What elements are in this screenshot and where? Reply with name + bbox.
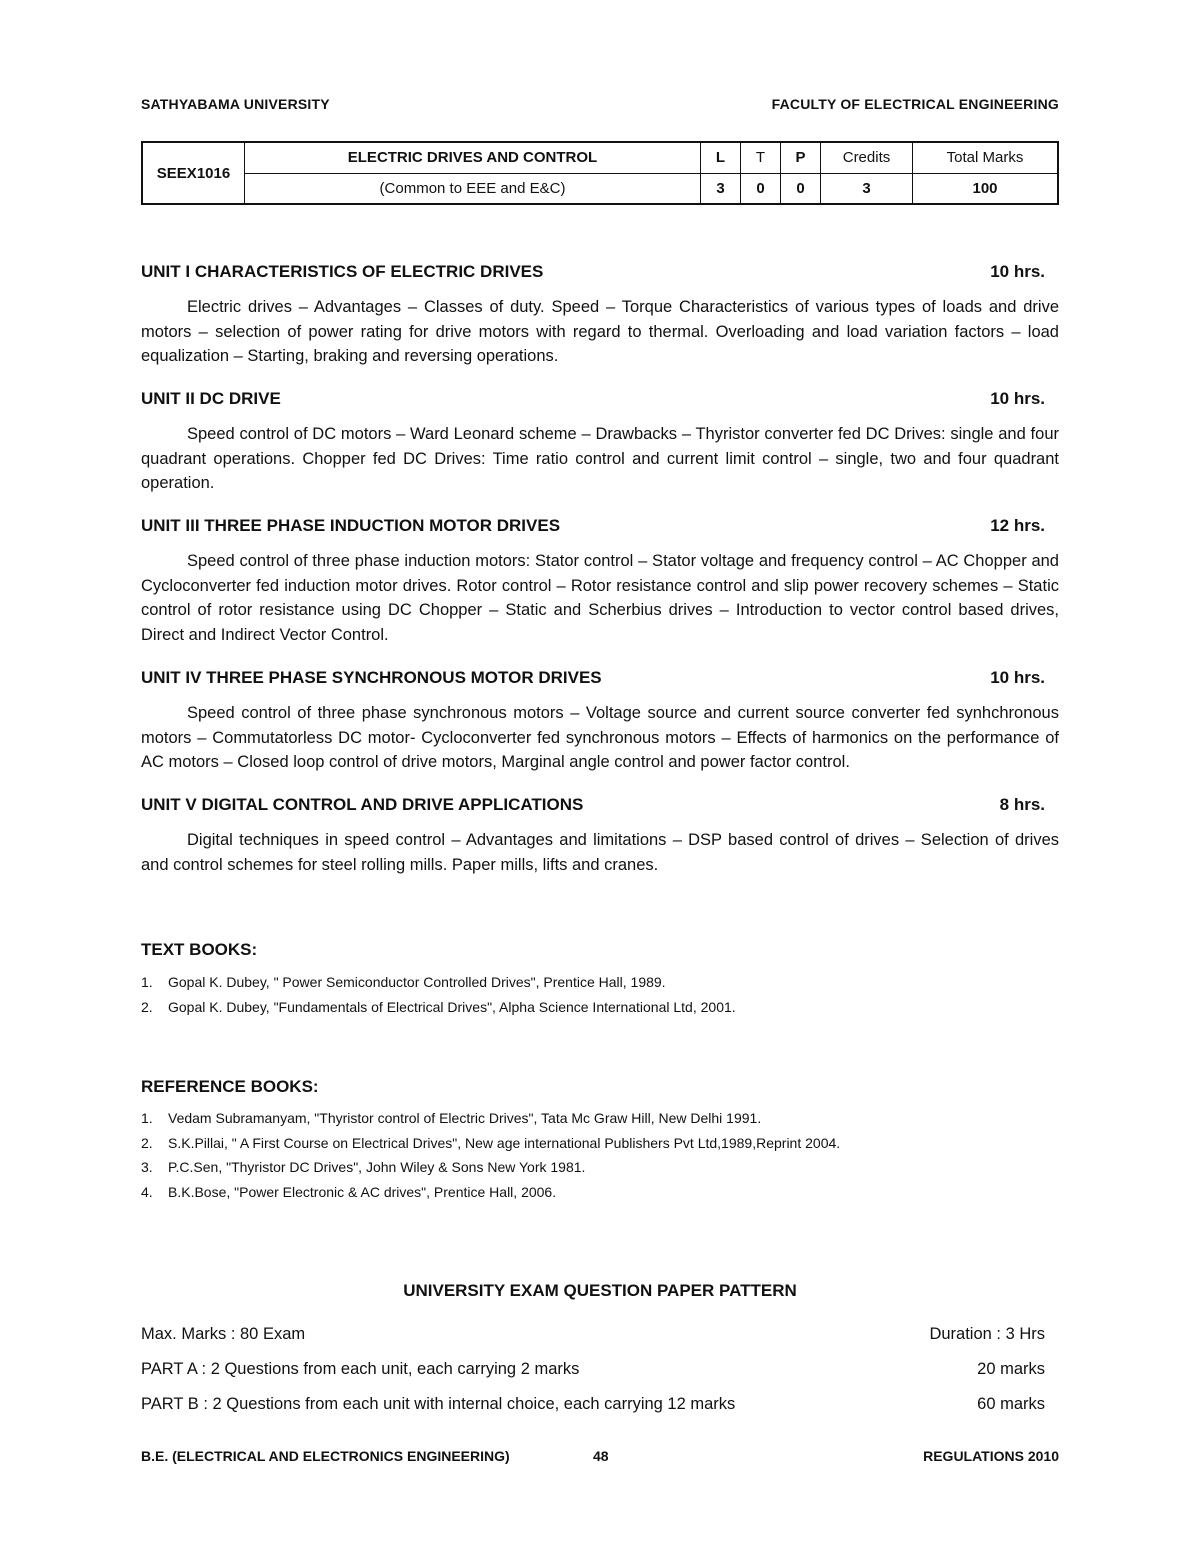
footer-programme: B.E. (ELECTRICAL AND ELECTRONICS ENGINEERING): [141, 1448, 510, 1464]
list-number: 3.: [141, 1159, 153, 1175]
text-book-item: [141, 996, 736, 1020]
list-number: 4.: [141, 1184, 153, 1200]
list-text: Gopal K. Dubey, " Power Semiconductor Controlled Drives", Prentice Hall, 1989.: [168, 974, 666, 990]
text-books-heading: TEXT BOOKS:: [141, 940, 258, 959]
list-text: P.C.Sen, "Thyristor DC Drives", John Wiley & Sons New York 1981.: [168, 1159, 586, 1175]
text-book-item: [141, 971, 666, 995]
course-title: ELECTRIC DRIVES AND CONTROL: [245, 142, 701, 173]
list-number: 2.: [141, 999, 153, 1015]
reference-book-item: [141, 1107, 761, 1131]
reference-books-heading: REFERENCE BOOKS:: [141, 1077, 319, 1096]
list-text: Vedam Subramanyam, "Thyristor control of Electric Drives", Tata Mc Graw Hill, New Delhi 1991.: [168, 1110, 762, 1126]
col-header-credits: Credits: [821, 142, 913, 173]
unit-4-hours: 10 hrs.: [990, 668, 1045, 687]
exam-part-b-marks: 60 marks: [977, 1395, 1045, 1413]
exam-part-b: PART B : 2 Questions from each unit with internal choice, each carrying 12 marks: [141, 1395, 736, 1413]
unit-3-hours: 12 hrs.: [990, 516, 1045, 535]
exam-duration: Duration : 3 Hrs: [929, 1325, 1045, 1343]
reference-book-item: [141, 1132, 840, 1156]
exam-part-b-row: [141, 1395, 1045, 1414]
footer-regulations: REGULATIONS 2010: [923, 1448, 1059, 1464]
unit-1-hours: 10 hrs.: [990, 262, 1045, 281]
header-faculty: FACULTY OF ELECTRICAL ENGINEERING: [771, 96, 1059, 112]
unit-4-title: UNIT IV THREE PHASE SYNCHRONOUS MOTOR DRIVES: [141, 668, 602, 687]
unit-2-body: Speed control of DC motors – Ward Leonard scheme – Drawbacks – Thyristor converter fed DC Drives: single and four quadrant operations. Chopper fed DC Drives: Time ratio control and current limit control – single, two and four quadrant operation.: [141, 425, 1059, 492]
value-t: 0: [741, 173, 781, 204]
unit-5-title: UNIT V DIGITAL CONTROL AND DRIVE APPLICATIONS: [141, 795, 584, 814]
exam-part-a: PART A : 2 Questions from each unit, each carrying 2 marks: [141, 1360, 580, 1378]
reference-book-item: [141, 1156, 585, 1180]
list-number: 2.: [141, 1135, 153, 1151]
value-credits: 3: [821, 173, 913, 204]
value-p: 0: [781, 173, 821, 204]
exam-max-marks: Max. Marks : 80 Exam: [141, 1325, 306, 1343]
col-header-t: T: [741, 142, 781, 173]
unit-2-hours: 10 hrs.: [990, 389, 1045, 408]
exam-part-a-marks: 20 marks: [977, 1360, 1045, 1378]
footer-page-number: 48: [593, 1448, 609, 1464]
header-university: SATHYABAMA UNIVERSITY: [141, 96, 330, 112]
exam-part-a-row: [141, 1360, 1045, 1379]
unit-4-body: Speed control of three phase synchronous motors – Voltage source and current source converter fed synhchronous motors – Commutatorless DC motor- Cycloconverter fed synchronous motors – Effects of harmonics on the performance of AC motors – Closed loop control of drive motors, Marginal angle control and power factor control.: [141, 704, 1059, 771]
unit-5-body: Digital techniques in speed control – Advantages and limitations – DSP based control of drives – Selection of drives and control schemes for steel rolling mills. Paper mills, lifts and cranes.: [141, 831, 1059, 874]
list-number: 1.: [141, 1110, 153, 1126]
course-subtitle: (Common to EEE and E&C): [245, 173, 701, 204]
unit-2-title: UNIT II DC DRIVE: [141, 389, 281, 408]
unit-1-title: UNIT I CHARACTERISTICS OF ELECTRIC DRIVES: [141, 262, 544, 281]
unit-5-hours: 8 hrs.: [999, 795, 1045, 814]
list-text: S.K.Pillai, " A First Course on Electrical Drives", New age international Publishers Pvt Ltd,1989,Reprint 2004.: [168, 1135, 841, 1151]
value-total-marks: 100: [913, 173, 1059, 204]
list-text: B.K.Bose, "Power Electronic & AC drives", Prentice Hall, 2006.: [168, 1184, 557, 1200]
unit-1-body: Electric drives – Advantages – Classes of duty. Speed – Torque Characteristics of various types of loads and drive motors – selection of power rating for drive motors with regard to thermal. Overloading and load variation factors – load equalization – Starting, braking and reversing operations.: [141, 298, 1059, 365]
exam-pattern-heading: UNIVERSITY EXAM QUESTION PAPER PATTERN: [403, 1281, 797, 1300]
unit-3-body: Speed control of three phase induction motors: Stator control – Stator voltage and frequency control – AC Chopper and Cycloconverter fed induction motor drives. Rotor control – Rotor resistance control and slip power recovery schemes – Static control of rotor resistance using DC Chopper – Static and Scherbius drives – Introduction to vector control based drives, Direct and Indirect Vector Control.: [141, 552, 1059, 644]
col-header-p: P: [781, 142, 821, 173]
reference-book-item: [141, 1181, 556, 1205]
col-header-total-marks: Total Marks: [913, 142, 1059, 173]
course-code: SEEX1016: [142, 142, 245, 204]
col-header-l: L: [701, 142, 741, 173]
list-number: 1.: [141, 974, 153, 990]
value-l: 3: [701, 173, 741, 204]
exam-max-marks-row: [141, 1325, 1045, 1344]
unit-3-title: UNIT III THREE PHASE INDUCTION MOTOR DRIVES: [141, 516, 561, 535]
list-text: Gopal K. Dubey, "Fundamentals of Electrical Drives", Alpha Science International Ltd, 2001.: [168, 999, 736, 1015]
course-info-table: [141, 141, 1059, 205]
